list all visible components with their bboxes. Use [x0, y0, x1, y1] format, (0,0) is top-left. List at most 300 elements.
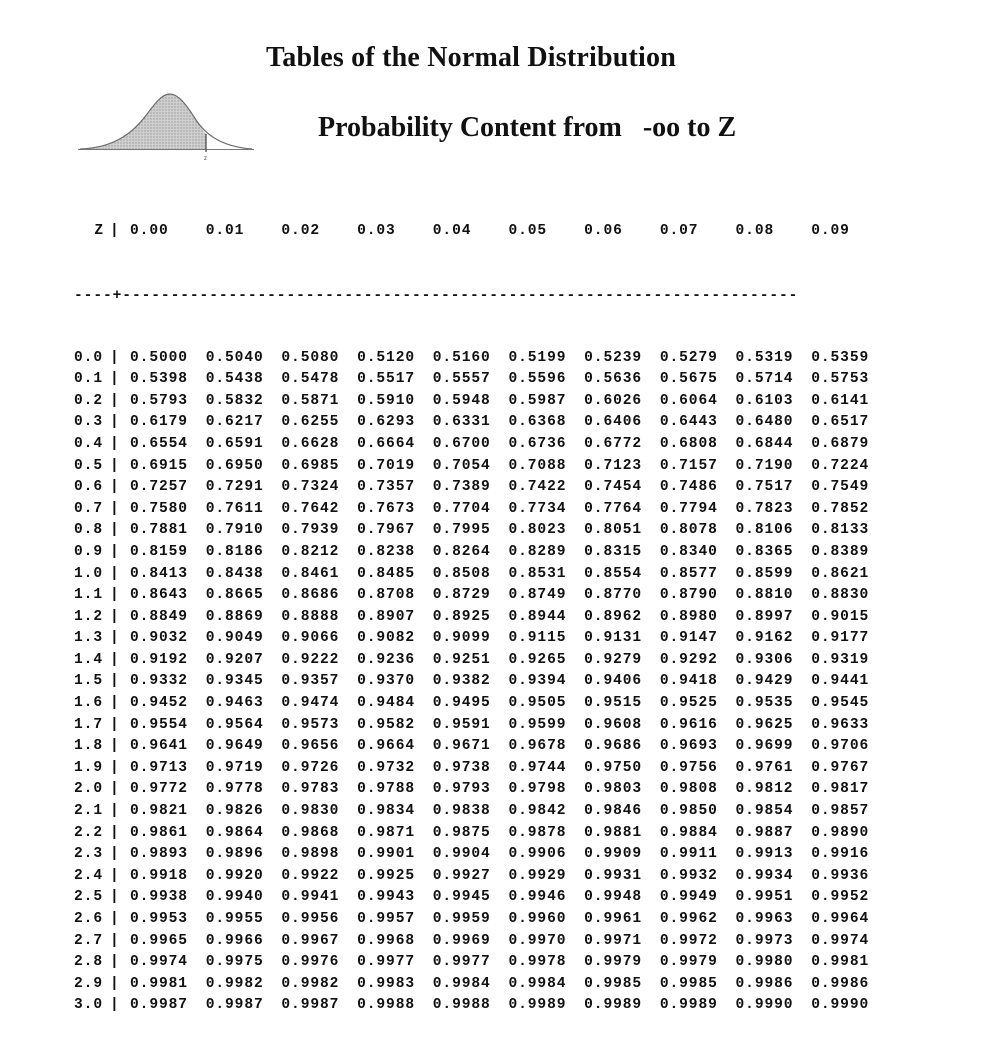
probability-cell: 0.9394 — [508, 673, 567, 690]
probability-cell: 0.9990 — [811, 997, 870, 1014]
probability-cell: 0.7422 — [508, 479, 567, 496]
probability-cell: 0.6736 — [508, 435, 567, 452]
probability-cell: 0.9236 — [357, 651, 416, 668]
probability-cell: 0.7580 — [130, 500, 188, 517]
probability-cell: 0.9987 — [205, 997, 264, 1014]
probability-cell: 0.9945 — [432, 889, 491, 906]
probability-cell: 0.5636 — [584, 371, 643, 388]
probability-cell: 0.9911 — [659, 846, 718, 863]
normal-curve-icon — [78, 88, 254, 162]
z-value: 2.7 — [74, 932, 103, 949]
probability-cell: 0.9986 — [811, 975, 870, 992]
probability-cell: 0.9959 — [432, 911, 491, 927]
probability-cell: 0.9778 — [205, 781, 264, 798]
row-divider: | — [110, 349, 120, 366]
probability-cell: 0.6331 — [432, 414, 491, 431]
probability-cell: 0.7190 — [735, 457, 794, 474]
probability-cell: 0.9990 — [735, 997, 794, 1014]
probability-cell: 0.9756 — [659, 759, 718, 776]
probability-cell: 0.8621 — [811, 565, 870, 582]
probability-cell: 0.9265 — [508, 651, 567, 668]
z-value: 0.5 — [74, 457, 103, 474]
table-row — [74, 779, 887, 801]
probability-cell: 0.6293 — [357, 414, 416, 431]
probability-cell: 0.9406 — [584, 673, 643, 690]
probability-cell: 0.7611 — [205, 500, 264, 517]
probability-cell: 0.5596 — [508, 371, 567, 388]
probability-cell: 0.9222 — [281, 651, 340, 668]
probability-cell: 0.5478 — [281, 371, 340, 388]
probability-cell: 0.9633 — [811, 716, 870, 733]
probability-cell: 0.9788 — [357, 781, 416, 798]
probability-cell: 0.9573 — [281, 716, 340, 733]
probability-cell: 0.9980 — [735, 954, 794, 971]
probability-cell: 0.9049 — [205, 630, 264, 647]
probability-cell: 0.9842 — [508, 803, 567, 820]
row-divider: | — [110, 954, 120, 971]
probability-cell: 0.5279 — [659, 349, 718, 366]
table-row — [74, 887, 887, 909]
probability-cell: 0.9984 — [432, 975, 491, 992]
table-row — [74, 391, 887, 413]
row-divider: | — [110, 716, 120, 733]
probability-cell: 0.8944 — [508, 608, 567, 625]
table-row — [74, 909, 887, 931]
z-value: 2.2 — [74, 824, 103, 841]
probability-cell: 0.5319 — [735, 349, 794, 366]
probability-cell: 0.9940 — [205, 889, 264, 906]
probability-cell: 0.9505 — [508, 695, 567, 712]
probability-cell: 0.9878 — [508, 824, 567, 841]
probability-cell: 0.9761 — [735, 759, 794, 776]
probability-cell: 0.8888 — [281, 608, 340, 625]
probability-cell: 0.9854 — [735, 803, 794, 820]
table-row — [74, 844, 887, 866]
z-value: 2.5 — [74, 889, 103, 906]
probability-cell: 0.9949 — [659, 889, 718, 906]
probability-cell: 0.9817 — [811, 781, 870, 798]
probability-cell: 0.8340 — [659, 543, 718, 560]
row-divider: | — [110, 695, 120, 712]
probability-cell: 0.8438 — [205, 565, 264, 582]
row-divider: | — [110, 457, 120, 474]
probability-cell: 0.9975 — [205, 954, 264, 971]
probability-cell: 0.6844 — [735, 435, 794, 452]
row-divider: | — [110, 371, 120, 388]
probability-cell: 0.9988 — [357, 997, 416, 1014]
probability-cell: 0.9452 — [130, 695, 188, 712]
probability-cell: 0.9969 — [432, 932, 491, 949]
probability-cell: 0.8749 — [508, 587, 567, 604]
probability-cell: 0.9898 — [281, 846, 340, 863]
probability-cell: 0.9957 — [357, 911, 416, 927]
probability-cell: 0.6879 — [811, 435, 870, 452]
probability-cell: 0.9625 — [735, 716, 794, 733]
probability-cell: 0.7549 — [811, 479, 870, 496]
table-row — [74, 671, 887, 693]
probability-cell: 0.9554 — [130, 716, 188, 733]
probability-cell: 0.9564 — [205, 716, 264, 733]
probability-cell: 0.9463 — [205, 695, 264, 712]
probability-cell: 0.5948 — [432, 392, 491, 409]
z-value: 0.7 — [74, 500, 103, 517]
probability-cell: 0.9881 — [584, 824, 643, 841]
row-divider: | — [110, 932, 120, 949]
probability-cell: 0.9871 — [357, 824, 416, 841]
probability-cell: 0.9147 — [659, 630, 718, 647]
probability-cell: 0.6772 — [584, 435, 643, 452]
probability-cell: 0.8729 — [432, 587, 491, 604]
probability-cell: 0.9941 — [281, 889, 340, 906]
probability-cell: 0.9978 — [508, 954, 567, 971]
probability-cell: 0.7123 — [584, 457, 643, 474]
probability-cell: 0.9738 — [432, 759, 491, 776]
probability-cell: 0.7019 — [357, 457, 416, 474]
probability-cell: 0.6179 — [130, 414, 188, 431]
probability-cell: 0.6628 — [281, 435, 340, 452]
probability-cell: 0.6103 — [735, 392, 794, 409]
probability-cell: 0.8962 — [584, 608, 643, 625]
z-value: 3.0 — [74, 997, 103, 1014]
probability-cell: 0.8212 — [281, 543, 340, 560]
probability-cell: 0.8365 — [735, 543, 794, 560]
probability-cell: 0.9946 — [508, 889, 567, 906]
z-value: 2.0 — [74, 781, 103, 798]
column-header: 0.08 — [735, 223, 775, 240]
probability-cell: 0.8869 — [205, 608, 264, 625]
probability-cell: 0.9616 — [659, 716, 718, 733]
z-value: 1.9 — [74, 759, 103, 776]
probability-cell: 0.8508 — [432, 565, 491, 582]
probability-cell: 0.9803 — [584, 781, 643, 798]
probability-cell: 0.9484 — [357, 695, 416, 712]
probability-cell: 0.8686 — [281, 587, 340, 604]
probability-cell: 0.8023 — [508, 522, 567, 539]
probability-cell: 0.9864 — [205, 824, 264, 841]
probability-cell: 0.5080 — [281, 349, 340, 366]
probability-cell: 0.8577 — [659, 565, 718, 582]
row-divider: | — [110, 435, 120, 452]
probability-cell: 0.7324 — [281, 479, 340, 496]
probability-cell: 0.5040 — [205, 349, 264, 366]
probability-cell: 0.5517 — [357, 371, 416, 388]
probability-cell: 0.9713 — [130, 759, 188, 776]
probability-cell: 0.9868 — [281, 824, 340, 841]
table-row — [74, 693, 887, 715]
probability-cell: 0.9987 — [130, 997, 188, 1014]
probability-cell: 0.9922 — [281, 867, 340, 884]
table-row — [74, 607, 887, 629]
probability-cell: 0.9936 — [811, 867, 870, 884]
probability-cell: 0.9846 — [584, 803, 643, 820]
probability-cell: 0.8159 — [130, 543, 188, 560]
probability-cell: 0.9893 — [130, 846, 188, 863]
probability-cell: 0.8849 — [130, 608, 188, 625]
row-divider: | — [110, 565, 120, 582]
probability-cell: 0.9982 — [281, 975, 340, 992]
probability-cell: 0.9956 — [281, 911, 340, 927]
probability-cell: 0.6591 — [205, 435, 264, 452]
probability-cell: 0.9332 — [130, 673, 188, 690]
probability-cell: 0.7967 — [357, 522, 416, 539]
probability-cell: 0.8708 — [357, 587, 416, 604]
probability-cell: 0.9977 — [432, 954, 491, 971]
probability-cell: 0.8238 — [357, 543, 416, 560]
z-mark-label: z — [204, 156, 207, 162]
row-divider: | — [110, 975, 120, 992]
probability-cell: 0.9985 — [584, 975, 643, 992]
probability-cell: 0.6406 — [584, 414, 643, 431]
z-value: 1.7 — [74, 716, 103, 733]
probability-cell: 0.6517 — [811, 414, 870, 431]
probability-cell: 0.9599 — [508, 716, 567, 733]
probability-cell: 0.9515 — [584, 695, 643, 712]
table-row — [74, 585, 887, 607]
page-subtitle: Probability Content from -oo to Z — [318, 112, 737, 143]
probability-cell: 0.9192 — [130, 651, 188, 668]
probability-cell: 0.9976 — [281, 954, 340, 971]
probability-cell: 0.6915 — [130, 457, 188, 474]
z-value: 2.3 — [74, 846, 103, 863]
probability-cell: 0.5199 — [508, 349, 567, 366]
header-divider: | — [110, 223, 120, 240]
probability-cell: 0.7881 — [130, 522, 188, 539]
probability-cell: 0.9608 — [584, 716, 643, 733]
probability-cell: 0.5239 — [584, 349, 643, 366]
probability-cell: 0.9918 — [130, 867, 188, 884]
probability-cell: 0.9986 — [735, 975, 794, 992]
probability-cell: 0.9913 — [735, 846, 794, 863]
probability-cell: 0.9977 — [357, 954, 416, 971]
z-value: 2.6 — [74, 911, 103, 927]
z-value: 0.3 — [74, 414, 103, 431]
probability-cell: 0.7939 — [281, 522, 340, 539]
probability-cell: 0.9925 — [357, 867, 416, 884]
probability-cell: 0.7257 — [130, 479, 188, 496]
probability-cell: 0.9934 — [735, 867, 794, 884]
probability-cell: 0.9838 — [432, 803, 491, 820]
probability-cell: 0.9875 — [432, 824, 491, 841]
probability-cell: 0.9920 — [205, 867, 264, 884]
row-divider: | — [110, 479, 120, 496]
z-value: 1.4 — [74, 651, 103, 668]
probability-cell: 0.8106 — [735, 522, 794, 539]
probability-cell: 0.9974 — [811, 932, 870, 949]
probability-cell: 0.8315 — [584, 543, 643, 560]
column-header: 0.09 — [811, 223, 850, 240]
row-divider: | — [110, 414, 120, 431]
probability-cell: 0.5910 — [357, 392, 416, 409]
probability-cell: 0.9750 — [584, 759, 643, 776]
probability-cell: 0.7224 — [811, 457, 870, 474]
probability-cell: 0.6217 — [205, 414, 264, 431]
probability-cell: 0.9699 — [735, 738, 794, 755]
probability-cell: 0.9981 — [130, 975, 188, 992]
table-row — [74, 412, 887, 434]
probability-cell: 0.9535 — [735, 695, 794, 712]
table-row — [74, 715, 887, 737]
probability-cell: 0.5871 — [281, 392, 340, 409]
probability-cell: 0.9279 — [584, 651, 643, 668]
z-value: 1.2 — [74, 608, 103, 625]
probability-cell: 0.9953 — [130, 911, 188, 927]
probability-cell: 0.8186 — [205, 543, 264, 560]
z-value: 0.9 — [74, 543, 103, 560]
probability-cell: 0.9015 — [811, 608, 870, 625]
probability-cell: 0.9732 — [357, 759, 416, 776]
table-row — [74, 931, 887, 953]
probability-cell: 0.9826 — [205, 803, 264, 820]
probability-cell: 0.7852 — [811, 500, 870, 517]
probability-cell: 0.9904 — [432, 846, 491, 863]
probability-cell: 0.5675 — [659, 371, 718, 388]
probability-cell: 0.9671 — [432, 738, 491, 755]
probability-cell: 0.9177 — [811, 630, 870, 647]
probability-cell: 0.5793 — [130, 392, 188, 409]
probability-cell: 0.9982 — [205, 975, 264, 992]
z-value: 1.0 — [74, 565, 103, 582]
table-row — [74, 650, 887, 672]
probability-cell: 0.9901 — [357, 846, 416, 863]
page-title: Tables of the Normal Distribution — [265, 42, 677, 73]
probability-cell: 0.6141 — [811, 392, 870, 409]
probability-cell: 0.6950 — [205, 457, 264, 474]
probability-cell: 0.9981 — [811, 954, 870, 971]
probability-cell: 0.9115 — [508, 630, 567, 647]
z-value: 1.8 — [74, 738, 103, 755]
probability-cell: 0.5753 — [811, 371, 870, 388]
row-divider: | — [110, 889, 120, 906]
probability-cell: 0.9821 — [130, 803, 188, 820]
probability-cell: 0.7794 — [659, 500, 718, 517]
probability-cell: 0.5359 — [811, 349, 870, 366]
table-row — [74, 434, 887, 456]
z-value: 0.2 — [74, 392, 103, 409]
probability-cell: 0.8389 — [811, 543, 870, 560]
probability-cell: 0.9964 — [811, 911, 870, 927]
probability-cell: 0.9032 — [130, 630, 188, 647]
probability-cell: 0.6064 — [659, 392, 718, 409]
probability-cell: 0.7291 — [205, 479, 264, 496]
row-divider: | — [110, 803, 120, 820]
probability-cell: 0.8980 — [659, 608, 718, 625]
probability-cell: 0.8264 — [432, 543, 491, 560]
probability-cell: 0.5987 — [508, 392, 567, 409]
row-divider: | — [110, 867, 120, 884]
probability-cell: 0.5000 — [130, 349, 188, 366]
row-divider: | — [110, 673, 120, 690]
probability-cell: 0.9952 — [811, 889, 870, 906]
z-value: 0.6 — [74, 479, 103, 496]
probability-cell: 0.9812 — [735, 781, 794, 798]
probability-cell: 0.9582 — [357, 716, 416, 733]
row-divider: | — [110, 997, 120, 1014]
probability-cell: 0.9693 — [659, 738, 718, 755]
probability-cell: 0.9418 — [659, 673, 718, 690]
probability-cell: 0.9545 — [811, 695, 870, 712]
probability-cell: 0.7734 — [508, 500, 567, 517]
probability-cell: 0.8289 — [508, 543, 567, 560]
probability-cell: 0.5398 — [130, 371, 188, 388]
probability-cell: 0.9798 — [508, 781, 567, 798]
z-value: 0.1 — [74, 371, 103, 388]
probability-cell: 0.7157 — [659, 457, 718, 474]
probability-cell: 0.7389 — [432, 479, 491, 496]
column-header: 0.03 — [357, 223, 396, 240]
table-header-row — [74, 221, 887, 241]
probability-cell: 0.9932 — [659, 867, 718, 884]
probability-cell: 0.9989 — [659, 997, 718, 1014]
row-divider: | — [110, 543, 120, 560]
probability-cell: 0.8461 — [281, 565, 340, 582]
probability-cell: 0.6985 — [281, 457, 340, 474]
probability-cell: 0.8665 — [205, 587, 264, 604]
probability-cell: 0.9808 — [659, 781, 718, 798]
probability-cell: 0.9938 — [130, 889, 188, 906]
probability-cell: 0.5557 — [432, 371, 491, 388]
probability-cell: 0.7823 — [735, 500, 794, 517]
table-row — [74, 564, 887, 586]
shaded-area — [80, 94, 206, 149]
probability-cell: 0.6026 — [584, 392, 643, 409]
probability-cell: 0.9066 — [281, 630, 340, 647]
probability-cell: 0.8810 — [735, 587, 794, 604]
probability-cell: 0.9973 — [735, 932, 794, 949]
probability-cell: 0.9649 — [205, 738, 264, 755]
z-column-header: Z — [94, 223, 104, 240]
probability-cell: 0.9495 — [432, 695, 491, 712]
probability-cell: 0.6664 — [357, 435, 416, 452]
row-divider: | — [110, 911, 120, 927]
row-divider: | — [110, 651, 120, 668]
row-divider: | — [110, 608, 120, 625]
probability-cell: 0.7642 — [281, 500, 340, 517]
table-row — [74, 995, 887, 1017]
row-divider: | — [110, 846, 120, 863]
probability-cell: 0.9979 — [584, 954, 643, 971]
probability-cell: 0.7764 — [584, 500, 643, 517]
column-header: 0.07 — [659, 223, 699, 240]
probability-cell: 0.8643 — [130, 587, 188, 604]
probability-cell: 0.9951 — [735, 889, 794, 906]
row-divider: | — [110, 392, 120, 409]
probability-cell: 0.9678 — [508, 738, 567, 755]
probability-cell: 0.7454 — [584, 479, 643, 496]
probability-cell: 0.9131 — [584, 630, 643, 647]
probability-cell: 0.5438 — [205, 371, 264, 388]
z-value: 2.9 — [74, 975, 103, 992]
probability-cell: 0.6554 — [130, 435, 188, 452]
probability-cell: 0.7357 — [357, 479, 416, 496]
table-row — [74, 348, 887, 370]
probability-cell: 0.8413 — [130, 565, 188, 582]
probability-cell: 0.8997 — [735, 608, 794, 625]
probability-cell: 0.9971 — [584, 932, 643, 949]
probability-cell: 0.8790 — [659, 587, 718, 604]
probability-cell: 0.9927 — [432, 867, 491, 884]
probability-cell: 0.9429 — [735, 673, 794, 690]
table-row — [74, 823, 887, 845]
probability-cell: 0.8925 — [432, 608, 491, 625]
probability-cell: 0.9985 — [659, 975, 718, 992]
probability-cell: 0.8485 — [357, 565, 416, 582]
probability-cell: 0.8830 — [811, 587, 870, 604]
probability-cell: 0.9970 — [508, 932, 567, 949]
probability-cell: 0.7088 — [508, 457, 567, 474]
probability-cell: 0.8133 — [811, 522, 870, 539]
probability-cell: 0.8599 — [735, 565, 794, 582]
probability-cell: 0.7995 — [432, 522, 491, 539]
